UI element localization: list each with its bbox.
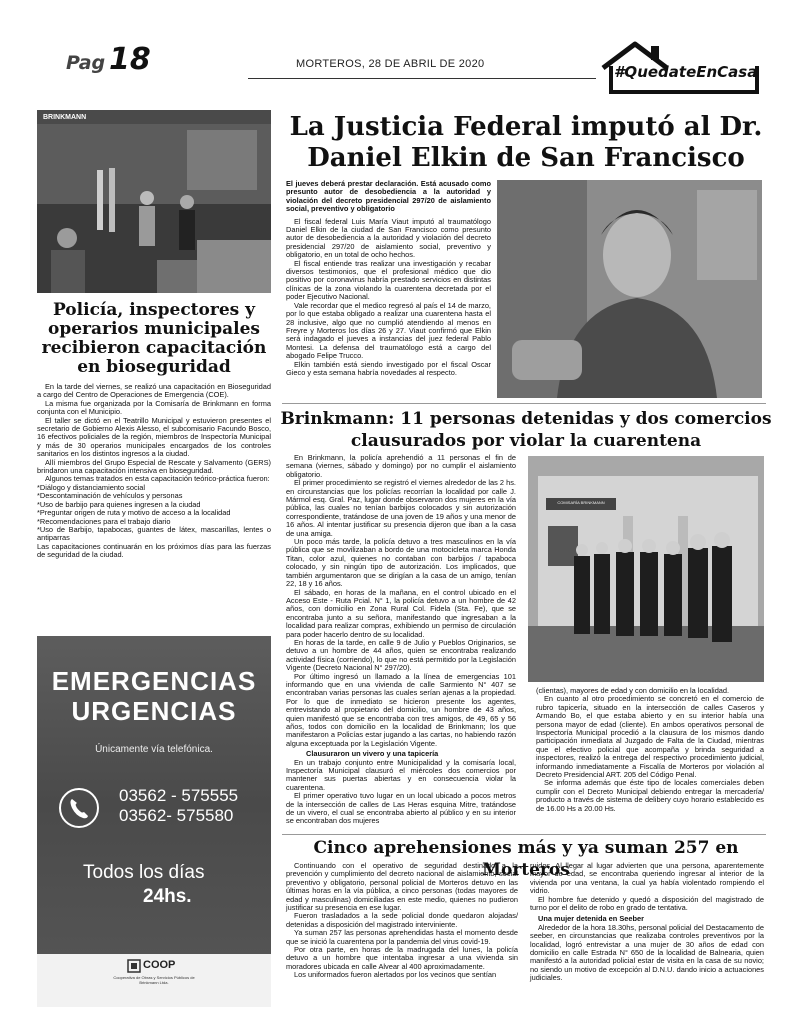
portrait-illustration bbox=[497, 180, 762, 398]
header-rule bbox=[248, 78, 596, 79]
left-paragraph: La misma fue organizada por la Comisaría de Brinkmann en forma conjunta con el Municipio. bbox=[37, 398, 271, 417]
top-article-body bbox=[286, 180, 491, 377]
left-list-item: *Diálogo y distanciamiento social bbox=[37, 482, 146, 492]
middle-paragraph: En un trabajo conjunto entre Municipalidad y la comisaría local, Inspectoría Municipal clausuró el miércoles dos comercios por mantener sus puertas abiertas y en consecuencia violar la cuarentena. bbox=[286, 757, 516, 792]
ad-hours: 24hs. bbox=[143, 886, 192, 907]
middle-paragraph: En horas de la tarde, en calle 9 de Julio y Pueblos Originarios, se detuvo a un hombre de 44 años, quien se encontraba realizando actividad física (corriendo), lo que no está permitido por la Legislación Vigente (Decreto Nacional N° 297/20). bbox=[286, 637, 516, 673]
left-closing: Las capacitaciones continuarán en los próximos días para las fuerzas de seguridad de la ciudad. bbox=[37, 541, 271, 560]
middle-paragraph: Se informa además que éste tipo de locales comerciales deben cumplir con el Decreto Municipal debiendo entregar la mercadería/ producto a través de sistema de delibery cuyo horario establecido es de 16.00 Hs a 20.00 Hs. bbox=[536, 778, 764, 813]
top-paragraph: Elkin también está siendo investigado por el fiscal Oscar Gieco y esta semana habría novedades al respecto. bbox=[286, 359, 491, 377]
top-lead: El jueves deberá prestar declaración. Está acusado como presunto autor de desobediencia a la autoridad y violación del decreto presidencial 297/20 de aislamiento social, preventivo y obligatorio bbox=[286, 179, 491, 214]
ad-coop-sub: Cooperativa de Obras y Servicios Públicos de Brinkmann Ltda. bbox=[113, 975, 195, 985]
police-photo bbox=[528, 456, 764, 682]
bottom-paragraph: Fueron trasladados a la sede policial donde quedaron alojadas/ detenidas a disposición del magistrado interviniente. bbox=[286, 911, 518, 929]
middle-subhead: Clausuraron un vivero y una tapicería bbox=[306, 749, 439, 759]
middle-col1 bbox=[286, 454, 516, 826]
bottom-col1 bbox=[286, 862, 518, 980]
middle-col2 bbox=[536, 687, 764, 813]
doctor-portrait bbox=[497, 180, 762, 398]
top-headline: La Justicia Federal imputó al Dr. Daniel Elkin de San Francisco bbox=[289, 112, 763, 173]
left-list-item: *Uso de Barbijo, tapabocas, guantes de látex, mascarillas, lentes o antiparras bbox=[37, 524, 271, 543]
middle-paragraph: En Brinkmann, la policía aprehendió a 11 personas el fin de semana (viernes, sábado y domingo) por no cumplir el aislamiento obligatorio. bbox=[286, 453, 516, 479]
ad-phone-1[interactable]: 03562 - 575555 bbox=[119, 786, 239, 805]
building-sign: COMISARÍA BRINKMANN bbox=[557, 500, 605, 505]
emergency-ad bbox=[37, 636, 271, 1007]
photo-illustration bbox=[37, 110, 271, 293]
left-paragraph: Allí miembros del Grupo Especial de Rescate y Salvamento (GERS) brindaron una capacitación intensiva en bioseguridad. bbox=[37, 457, 271, 476]
date-line: MORTEROS, 28 DE ABRIL DE 2020 bbox=[296, 58, 485, 70]
coop-logo-icon bbox=[127, 959, 141, 973]
page-label: Pag bbox=[66, 52, 106, 74]
middle-paragraph: En cuanto al otro procedimiento se concretó en el comercio de rubro tapicería, situado en la intersección de calles Caseros y Armando Bo, el que estaba abierto y en su interior había una persona mayor de edad (cliente). En ambos operativos personal de Inspectoría Municipal procedió a la clausura de los mismos dando participación inmediata al Juzgado de Falta de la Ciudad, mientras que el efectivo policial que acompaña y brinda seguridad a inspectores, realizó la entrega del respectivo procedimiento judicial, informando inmediatamente a Fiscalía de Morteros por violación al Decreto Presidencial ART. 205 del Código Penal. bbox=[536, 694, 764, 780]
bottom-paragraph: El hombre fue detenido y quedó a disposición del magistrado de turno por el delito de robo en grado de tentativa. bbox=[530, 894, 764, 913]
left-article bbox=[37, 110, 271, 560]
left-body bbox=[37, 383, 271, 560]
middle-headline: Brinkmann: 11 personas detenidas y dos comercios clausurados por violar la cuarentena bbox=[280, 409, 772, 451]
bottom-paragraph: Ya suman 257 las personas aprehendidas hasta el momento desde que se inició la cuarentena por la pandemia del virus covid-19. bbox=[286, 928, 518, 946]
left-paragraph: Algunos temas tratados en esta capacitación teórico-práctica fueron: bbox=[45, 474, 270, 484]
left-paragraph: El taller se dictó en el Teatrillo Municipal y estuvieron presentes el secretario de Gobierno Alexis Alesso, el subcomisario Facundo Bosco, 16 efectivos policiales de la región, miembros de Inspectoría Municipal y más de 30 operarios municipales encargados de los controles sanitarios en los distintos ingresos a la ciudad. bbox=[37, 415, 271, 459]
left-headline: Policía, inspectores y operarios municipales recibieron capacitación en bioseguridad bbox=[41, 300, 267, 377]
middle-paragraph: El sábado, en horas de la mañana, en el control ubicado en el Acceso Este - Ruta Pcial. N° 1, la policía detuvo a un hombre de 42 años, con domicilio en Zona Rural Col. Fidela (Sta. Fe), que se encontraba junto a su señora, manifestando que ingresaban a la localidad para realizar compras, exhibiendo un permiso de circulación para poder hacerlo dentro de su localidad. bbox=[286, 587, 516, 639]
section-label: BRINKMANN bbox=[43, 114, 87, 121]
ad-subtitle: Únicamente vía telefónica. bbox=[95, 744, 213, 755]
section-divider bbox=[282, 403, 766, 404]
ad-title-2: URGENCIAS bbox=[71, 696, 237, 726]
middle-paragraph: El primer procedimiento se registró el viernes alrededor de las 2 hs. en circunstancias que los policías recorrían la localidad por calle J. Mármol esq. Gral. Paz, lugar donde observaron dos mujeres en la vía pública, las cuales no tenían barbijos colocados y sin autorización correspondiente, tratándose de una joven de 19 años y una menor de 16 años. Al intentar justificar su presencia dijeron que iban a la casa de una amiga. bbox=[286, 478, 516, 538]
bottom-paragraph: Continuando con el operativo de seguridad destinado a la prevención y cumplimiento del decreto nacional de aislamiento, social preventivo y obligatorio, personal policial de Morteros detuvo en las últimas horas en la vía pública, a cinco personas (todas mayores de edad y masculinas) domiciliadas en este medio, quienes no pudieron justificar su presencia en ese lugar. bbox=[286, 861, 518, 913]
police-illustration bbox=[528, 456, 764, 682]
bottom-paragraph: Los uniformados fueron alertados por los vecinos que sentían bbox=[294, 970, 497, 980]
top-paragraph: Vale recordar que el medico regresó al país el 14 de marzo, por lo que estaba obligado a realizar una cuarentena hasta el 28 inclusive, algo que no cumplió atendiendo al menos en Freyre y Morteros los días 26 y 27. Viaut confirmó que Elkin será indagado el jueves a instancias del juez federal Pablo Montesi. La defensa del traumatólogo está a cargo del abogado Felipe Trucco. bbox=[286, 300, 491, 361]
bottom-col2 bbox=[530, 862, 764, 983]
bottom-headline: Cinco aprehensiones más y ya suman 257 en Morteros bbox=[313, 838, 739, 880]
middle-paragraph: Un poco más tarde, la policía detuvo a tres masculinos en la vía pública que se movilizaban a bordo de una motocicleta marca Honda Titan, color azul, quienes no contaban con barbijos / tapaboca colocado, y sin ningún tipo de autorización. Los implicados, que también argumentaron que se dirigían a la casa de un amigo, tenían 22, 18 y 16 años. bbox=[286, 537, 516, 589]
left-list-item: *Preguntar origen de ruta y motivo de acceso a la localidad bbox=[37, 508, 231, 518]
left-list-item: *Uso de barbijo para quienes ingresen a la ciudad bbox=[37, 499, 201, 509]
left-paragraph: En la tarde del viernes, se realizó una capacitación en Bioseguridad a cargo del Centro de Operaciones de Emergencia (COE). bbox=[37, 382, 271, 400]
middle-paragraph: (clientas), mayores de edad y con domicilio en la localidad. bbox=[536, 686, 730, 695]
page-number: 18 bbox=[109, 42, 151, 77]
ad-title-1: EMERGENCIAS bbox=[51, 666, 257, 696]
ad-days: Todos los días bbox=[83, 862, 205, 883]
left-list-item: *Descontaminación de vehículos y personas bbox=[37, 491, 183, 501]
page-header bbox=[0, 0, 803, 100]
bottom-paragraph: Por otra parte, en horas de la madrugada del lunes, la policía detuvo a un hombre que intentaba ingresar a una vivienda sin moradores ubicada en calle Alvear al 400 aproximadamente. bbox=[286, 945, 518, 971]
bottom-subhead: Una mujer detenida en Seeber bbox=[538, 914, 644, 924]
top-paragraph: El fiscal federal Luis María Viaut imputó al traumatólogo Daniel Elkin de la ciudad de San Francisco como presunto autor de desobediencia a la autoridad y violación del decreto presidencial 297/20 de aislamiento social, preventivo y obligatorio, en un total de ocho hechos. bbox=[286, 216, 491, 260]
left-list-item: *Recomendaciones para el trabajo diario bbox=[37, 516, 171, 526]
training-photo bbox=[37, 110, 271, 293]
top-paragraph: El fiscal entiende tras realizar una investigación y recabar diversos testimonios, que el profesional médico que dio positivo por coronavirus habría prestado servicios en distintas clínicas de la zona violando la cuarentena decretada por el poder Ejecutivo Nacional. bbox=[286, 258, 491, 302]
middle-paragraph: El primer operativo tuvo lugar en un local ubicado a pocos metros de la intersección de calles de Las Heras esquina Mitre, tratándose de un vivero, el cual se encontraba abierto al público y en su interior se encontraban dos mujeres bbox=[286, 791, 516, 826]
ad-coop-name: COOP bbox=[143, 959, 176, 971]
phone-icon bbox=[57, 786, 101, 830]
bottom-paragraph: ruidos. Al llegar al lugar advierten que una persona, aparentemente mayor de edad, se encontraba queriendo ingresar al interior de la vivienda por una ventana, la cual ya había violentado rompiendo el vidrio. bbox=[530, 861, 764, 896]
hashtag: #QuedateEnCasa bbox=[614, 63, 758, 81]
ad-phone-2[interactable]: 03562- 575580 bbox=[119, 806, 234, 825]
bottom-divider bbox=[282, 834, 766, 835]
middle-paragraph: Por último ingresó un llamado a la línea de emergencias 101 informando que en una vivienda de calle Sarmiento N° 407 se encontraban varias personas las cuales serían ajenas a la propiedad. Por lo que de inmediato se hicieron presente los agentes, entrevistando al propietario del domicilio, un hombre de 43 años, quien manifestó que se encontraba con tres amigos, de 49, 65 y 56 años, todos con domicilio en la localidad de Brinkmann; los que manifestaron a Policías estar jugando a las cartas, no habiendo razón alguna exceptuada por la Legislación Vigente. bbox=[286, 671, 516, 748]
bottom-paragraph: Alrededor de la hora 18.30hs, personal policial del Destacamento de seeber, en circunstancias que realizaba controles preventivos por la localidad, logró entrevistar a una mujer de 30 años de edad con domicilio en calle Estrada N° 650 de la localidad de Balnearia, quien manifestó a la autoridad policial estar de visita en la casa de su novio; no siendo un motivo de excepción al D.N.U. dando inicio a actuaciones judiciales. bbox=[530, 922, 764, 983]
